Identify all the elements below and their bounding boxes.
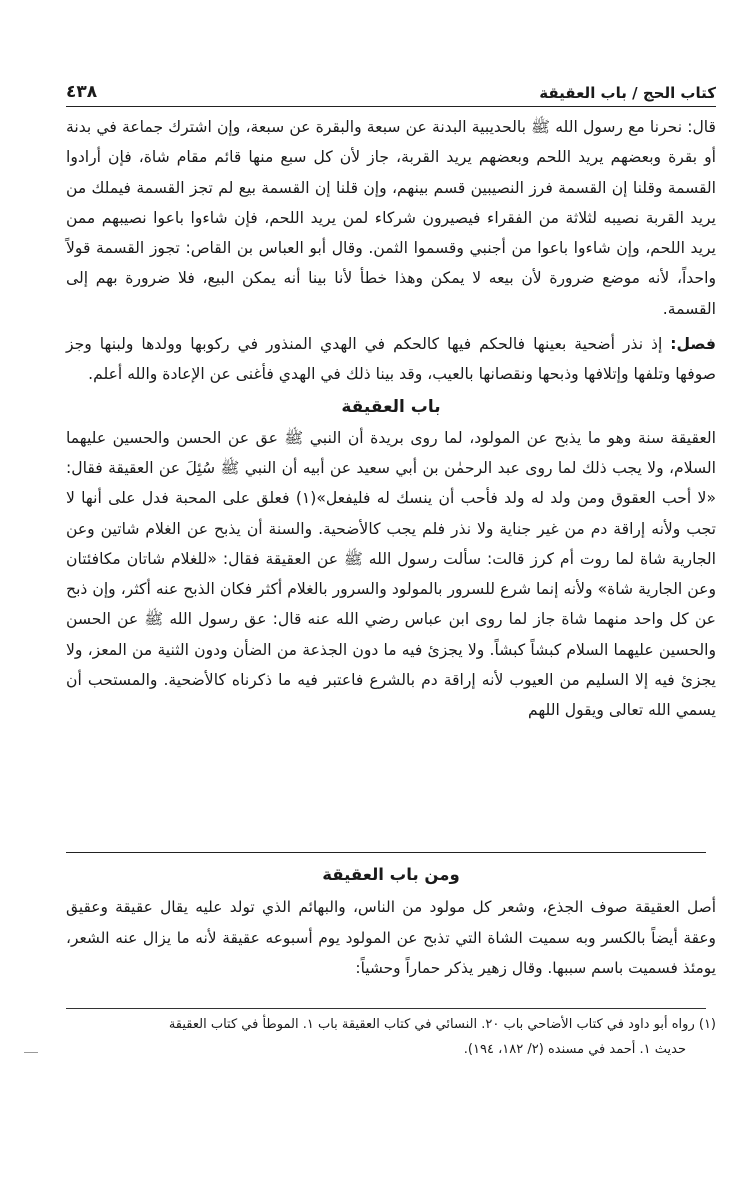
commentary-block bbox=[66, 860, 716, 984]
scan-edge-mark bbox=[24, 1052, 38, 1053]
section-title: باب العقيقة bbox=[341, 396, 441, 417]
running-title: كتاب الحج / باب العقيقة bbox=[539, 84, 716, 102]
page-header bbox=[66, 72, 716, 107]
commentary-divider bbox=[66, 852, 706, 853]
footnotes bbox=[66, 1012, 716, 1062]
paragraph-shared-sacrifice: قال: نحرنا مع رسول الله ﷺ بالحديبية البدنة عن سبعة والبقرة عن سبعة، وإن اشترك جماعة في بدنة أو بقرة وبعضهم يريد اللحم وبعضهم يريد القربة، جاز لأن كل سبع منها قائم مقام شاة، فإن أرادوا القسمة وقلنا إن القسمة فرز النصيبين قسم بينهم، وإن قلنا إن القسمة بيع لم تجز القسمة فيملك من يريد القربة نصيبه لثلاثة من الفقراء فيصيرون شركاء لمن يريد اللحم، فإن شاءوا باعوا نصيبهم ممن يريد اللحم، وإن شاءوا باعوا من أجنبي وقسموا الثمن. وقال أبو العباس بن القاص: تجوز القسمة قولاً واحداً، لأنه موضع ضرورة لأن بيعه لا يمكن وهذا خطأ لأنا بينا أنه يمكن البيع، فلا ضرورة بهم إلى القسمة. bbox=[66, 118, 716, 318]
commentary-title: ومن باب العقيقة bbox=[322, 865, 460, 884]
paragraph-aqiqa: العقيقة سنة وهو ما يذبح عن المولود، لما روى بريدة أن النبي ﷺ عق عن الحسن والحسين عليهما السلام، ولا يجب ذلك لما روى عبد الرحمٰن بن أبي سعيد عن أبيه أن النبي ﷺ سُئِلَ عن العقيقة فقال: «لا أحب العقوق ومن ولد له ولد فأحب أن ينسك له فليفعل»(١) فعلق على المحبة فدل على أنها لا تجب ولأنه إراقة دم من غير جناية ولا نذر فلم يجب كالأضحية. والسنة أن يذبح عن الغلام شاتين وعن الجارية شاة لما روت أم كرز قالت: سألت رسول الله ﷺ عن العقيقة فقال: «للغلام شاتان مكافئتان وعن الجارية شاة» ولأنه إنما شرع للسرور بالمولود والسرور بالغلام أكثر فكان الذبح عنه أكثر، وإن ذبح عن كل واحد منهما شاة جاز لما روى ابن عباس رضي الله عنه قال: عق رسول الله ﷺ عن الحسن والحسين عليهما السلام كبشاً كبشاً. ولا يجزئ فيه ما دون الجذعة من الضأن ودون الثنية من المعز، ولا يجزئ فيه إلا السليم من العيوب لأنه إراقة دم بالشرع فاعتبر فيه ما ذكرناه كالأضحية. والمستحب أن يسمي الله تعالى ويقول اللهم bbox=[66, 428, 716, 720]
commentary-text: أصل العقيقة صوف الجذع، وشعر كل مولود من الناس، والبهائم الذي تولد عليه يقال عقيقة وعقيق وعقة أيضاً بالكسر وبه سميت الشاة التي تذبح عن المولود يوم أسبوعه عقيقة لأنه ما يزال عنه الشعر، يومئذ فسميت باسم سببها. وقال زهير يذكر حماراً وحشياً: bbox=[66, 898, 716, 977]
paragraph-text: إذ نذر أضحية بعينها فالحكم فيها كالحكم في الهدي المنذور في ركوبها وولدها ولبنها وجز صوفها وتلفها وإتلافها وذبحها ونقصانها بالعيب، وقد بينا ذلك في الهدي فأغنى عن الإعادة والله أعلم. bbox=[66, 335, 716, 384]
section-marker: فصل: bbox=[670, 335, 716, 354]
footnote-line-2: حديث ١. أحمد في مسنده (٢/ ١٨٢، ١٩٤). bbox=[463, 1042, 686, 1057]
footnote-line-1: (١) رواه أبو داود في كتاب الأضاحي باب ٢٠. النسائي في كتاب العقيقة باب ١. الموطأ في كتاب العقيقة bbox=[168, 1017, 716, 1032]
page-number: ٤٣٨ bbox=[66, 82, 98, 102]
footnote-divider bbox=[66, 1008, 706, 1009]
main-text bbox=[66, 112, 716, 726]
paragraph-vowed-sacrifice bbox=[66, 329, 716, 390]
